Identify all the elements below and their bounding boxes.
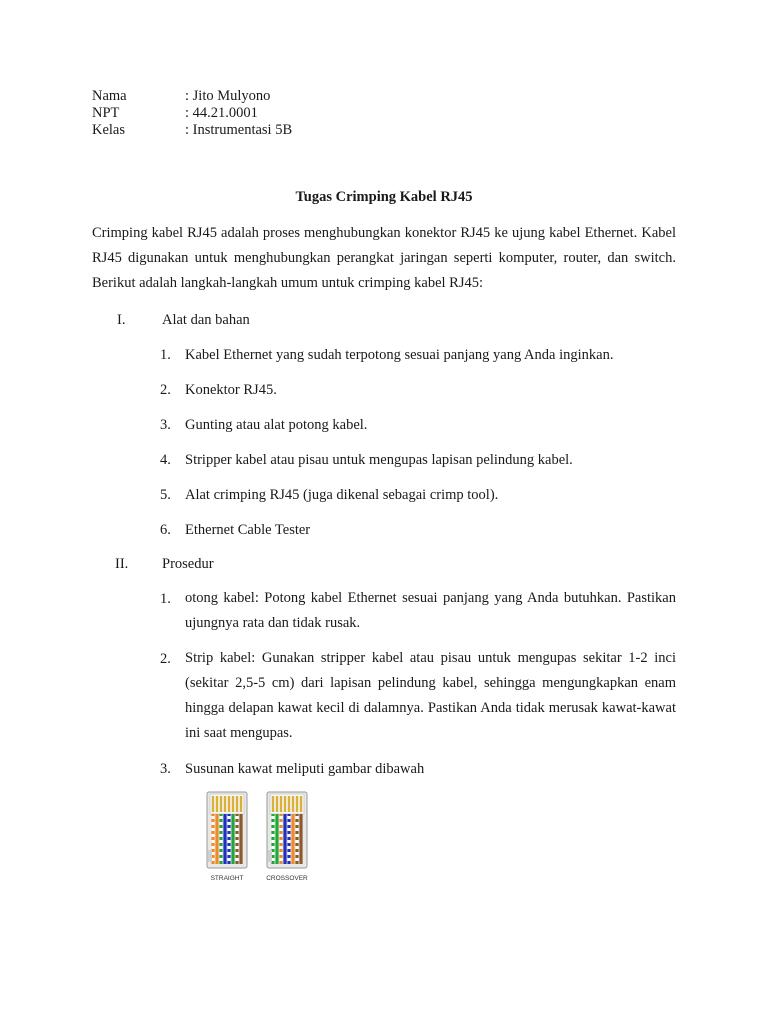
straight-wire-stripe: [235, 840, 238, 843]
crossover-wire-stripe: [287, 822, 290, 825]
rj45-wiring-figure: [203, 790, 313, 884]
crossover-wire-stripe: [287, 858, 290, 861]
list-item: Strip kabel: Gunakan stripper kabel atau pisau untuk mengupas sekitar 1-2 inci (sekitar 2,5-5 cm) dari lapisan pelindung kabel, sehingga mengungkapkan enam hingga delapan kawat kecil di dalamnya. Pastikan Anda tidak merusak kawat-kawat ini saat mengupas.: [185, 650, 676, 741]
list-item: Gunting atau alat potong kabel.: [185, 417, 368, 433]
straight-wire-stripe: [211, 816, 214, 819]
crossover-wire-stripe: [295, 840, 298, 843]
straight-wire-stripe: [211, 846, 214, 849]
straight-wire-stripe: [227, 828, 230, 831]
crossover-wire-stripe: [287, 816, 290, 819]
list-item: Stripper kabel atau pisau untuk mengupas lapisan pelindung kabel.: [185, 452, 573, 468]
crossover-wire-stripe: [279, 846, 282, 849]
crossover-wire-stripe: [287, 852, 290, 855]
straight-wire-stripe: [227, 846, 230, 849]
list-item-number: 3.: [160, 761, 171, 777]
crossover-pin: [272, 796, 274, 812]
crossover-wire-stripe: [279, 828, 282, 831]
crossover-pin: [296, 796, 298, 812]
crossover-wire-stripe: [271, 816, 274, 819]
straight-wire-stripe: [235, 846, 238, 849]
crossover-wire-stripe: [295, 828, 298, 831]
straight-pin-housing: [210, 794, 244, 814]
straight-wire-stripe: [227, 816, 230, 819]
document-title: Tugas Crimping Kabel RJ45: [295, 189, 473, 205]
straight-wire-stripe: [219, 822, 222, 825]
straight-pin: [212, 796, 214, 812]
list-item-number: 2.: [160, 382, 171, 398]
straight-wire-stripe: [235, 858, 238, 861]
crossover-wire-stripe: [287, 828, 290, 831]
straight-wire-stripe: [219, 834, 222, 837]
crossover-pin: [276, 796, 278, 812]
straight-pin: [224, 796, 226, 812]
crossover-pin-housing: [270, 794, 304, 814]
straight-wire-stripe: [235, 816, 238, 819]
crossover-wire-stripe: [295, 816, 298, 819]
crossover-pin: [288, 796, 290, 812]
crossover-wire-stripe: [279, 840, 282, 843]
crossover-wire-stripe: [295, 822, 298, 825]
straight-wire-stripe: [235, 834, 238, 837]
straight-wire-stripe: [219, 858, 222, 861]
straight-wire-stripe: [235, 822, 238, 825]
crossover-wire-stripe: [271, 828, 274, 831]
straight-latch: [208, 850, 212, 862]
crossover-wire-stripe: [279, 834, 282, 837]
list-item-number: 6.: [160, 522, 171, 538]
list-item: Konektor RJ45.: [185, 382, 277, 398]
crossover-pin: [292, 796, 294, 812]
straight-wire-stripe: [219, 846, 222, 849]
section-heading-2: Prosedur: [162, 556, 214, 572]
straight-pin: [220, 796, 222, 812]
list-item: otong kabel: Potong kabel Ethernet sesuai panjang yang Anda butuhkan. Pastikan ujungnya rata dan tidak rusak.: [185, 590, 676, 631]
straight-label: STRAIGHT: [210, 875, 244, 882]
crossover-wire-green: [275, 814, 278, 864]
crossover-wire-orange-white: [279, 814, 282, 864]
list-item-number: 3.: [160, 417, 171, 433]
intro-paragraph: Crimping kabel RJ45 adalah proses menghubungkan konektor RJ45 ke ujung kabel Ethernet. Kabel RJ45 digunakan untuk menghubungkan perangkat jaringan seperti komputer, router, dan switch. Berikut adalah langkah-langkah umum untuk crimping kabel RJ45:: [92, 225, 676, 291]
crossover-wire-brown: [299, 814, 302, 864]
crossover-latch: [268, 850, 272, 862]
crossover-wire-stripe: [295, 834, 298, 837]
crossover-wire-blue: [283, 814, 286, 864]
crossover-pin: [300, 796, 302, 812]
crossover-wire-stripe: [271, 822, 274, 825]
crossover-connector: [267, 792, 307, 868]
crossover-wire-stripe: [279, 852, 282, 855]
header-value-kelas: : Instrumentasi 5B: [185, 122, 293, 138]
list-item-number: 2.: [160, 651, 171, 667]
crossover-wire-stripe: [271, 840, 274, 843]
crossover-wire-blue-white: [287, 814, 290, 864]
straight-wire-stripe: [219, 816, 222, 819]
crossover-wire-stripe: [287, 840, 290, 843]
list-item-number: 1.: [160, 591, 171, 607]
crossover-label: CROSSOVER: [266, 875, 308, 882]
straight-wire-stripe: [219, 828, 222, 831]
straight-wire-blue: [223, 814, 226, 864]
straight-wire-orange: [215, 814, 218, 864]
straight-pin: [228, 796, 230, 812]
straight-wire-stripe: [219, 840, 222, 843]
crossover-wire-stripe: [279, 822, 282, 825]
straight-wire-stripe: [227, 852, 230, 855]
crossover-wire-orange: [291, 814, 294, 864]
straight-pin: [232, 796, 234, 812]
crossover-wire-stripe: [287, 846, 290, 849]
straight-pin: [236, 796, 238, 812]
list-item: Alat crimping RJ45 (juga dikenal sebagai crimp tool).: [185, 487, 499, 503]
crossover-wire-stripe: [287, 834, 290, 837]
crossover-wire-stripe: [295, 846, 298, 849]
straight-wire-stripe: [227, 858, 230, 861]
straight-wire-stripe: [235, 828, 238, 831]
crossover-wire-stripe: [295, 852, 298, 855]
section-numeral-1: I.: [117, 312, 126, 328]
list-item-number: 4.: [160, 452, 171, 468]
list-item: Kabel Ethernet yang sudah terpotong sesuai panjang yang Anda inginkan.: [185, 347, 614, 363]
crossover-wire-stripe: [271, 834, 274, 837]
straight-pin: [216, 796, 218, 812]
list-item: Susunan kawat meliputi gambar dibawah: [185, 761, 425, 777]
straight-wire-brown-white: [235, 814, 238, 864]
crossover-pin: [284, 796, 286, 812]
straight-wire-blue-white: [227, 814, 230, 864]
straight-wire-stripe: [227, 840, 230, 843]
straight-wire-stripe: [227, 834, 230, 837]
straight-wire-stripe: [219, 852, 222, 855]
straight-wire-green: [231, 814, 234, 864]
crossover-wire-stripe: [271, 846, 274, 849]
list-item-number: 1.: [160, 347, 171, 363]
crossover-wire-stripe: [295, 858, 298, 861]
straight-wire-stripe: [211, 834, 214, 837]
straight-pin: [240, 796, 242, 812]
straight-wire-stripe: [211, 840, 214, 843]
header-label-nama: Nama: [92, 88, 127, 104]
section-numeral-2: II.: [115, 556, 129, 572]
straight-wire-stripe: [211, 828, 214, 831]
straight-wire-stripe: [211, 822, 214, 825]
straight-wire-stripe: [235, 852, 238, 855]
crossover-pin: [280, 796, 282, 812]
straight-wire-stripe: [227, 822, 230, 825]
list-item: Ethernet Cable Tester: [185, 522, 311, 538]
header-value-npt: : 44.21.0001: [185, 105, 258, 121]
straight-connector: [207, 792, 247, 868]
straight-wire-brown: [239, 814, 242, 864]
crossover-wire-stripe: [279, 816, 282, 819]
straight-wire-green-white: [219, 814, 222, 864]
header-value-nama: : Jito Mulyono: [185, 88, 271, 104]
header-label-kelas: Kelas: [92, 122, 126, 138]
crossover-wire-stripe: [279, 858, 282, 861]
list-item-number: 5.: [160, 487, 171, 503]
header-label-npt: NPT: [92, 105, 120, 121]
crossover-wire-brown-white: [295, 814, 298, 864]
section-heading-1: Alat dan bahan: [162, 312, 250, 328]
